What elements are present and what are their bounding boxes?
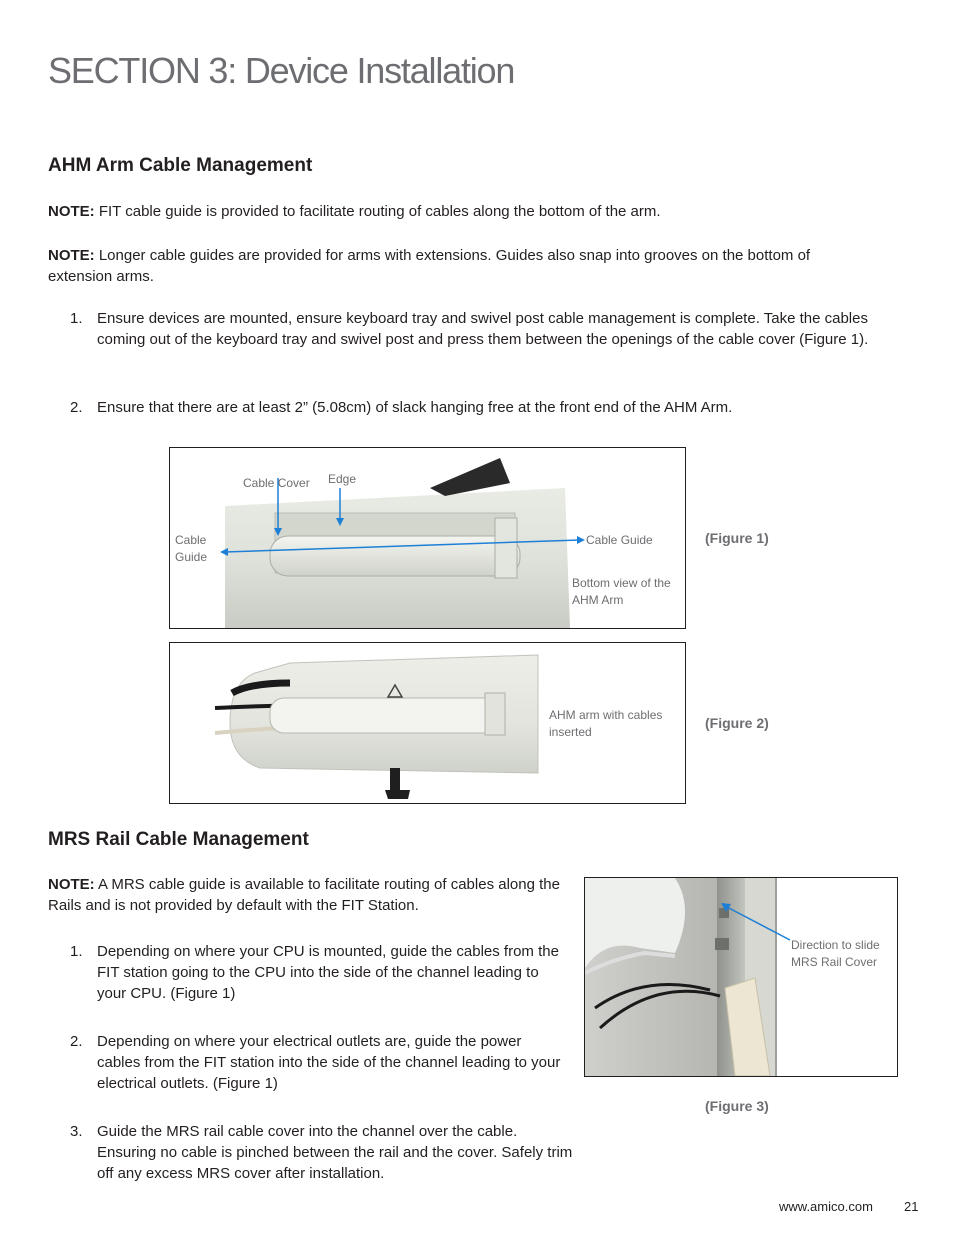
label-cable-guide-right: Cable Guide (586, 533, 653, 547)
figure-2-caption: (Figure 2) (705, 715, 769, 731)
note-text: Longer cable guides are provided for arms with extensions. Guides also snap into grooves on the bottom of extension arms. (48, 247, 811, 285)
step-text: Guide the MRS rail cable cover into the channel over the cable. Ensuring no cable is pinched between the rail and the cover. Safely trim off any excess MRS cover after installation. (97, 1123, 573, 1182)
mrs-step-3 (70, 1121, 580, 1187)
figure-1 (169, 447, 686, 629)
note-label: NOTE: (48, 247, 95, 264)
step-text: Depending on where your electrical outlets are, guide the power cables from the FIT station into the side of the channel leading to your electrical outlets. (Figure 1) (97, 1033, 561, 1092)
note-text: A MRS cable guide is available to facilitate routing of cables along the Rails and is not provided by default with the FIT Station. (48, 876, 560, 914)
note-label: NOTE: (48, 203, 95, 220)
page-number: 21 (904, 1199, 919, 1214)
mrs-note (48, 874, 576, 916)
step-number: 1. (70, 943, 83, 960)
label-direction-to-slide: Direction to slide MRS Rail Cover (791, 938, 880, 969)
label-bottom-view: Bottom view of the AHM Arm (572, 576, 671, 607)
note-text: FIT cable guide is provided to facilitate routing of cables along the bottom of the arm. (94, 203, 661, 220)
footer-url: www.amico.com (779, 1199, 873, 1214)
step-text: Depending on where your CPU is mounted, guide the cables from the FIT station going to the CPU into the side of the channel leading to your CPU. (Figure 1) (97, 943, 559, 1002)
step-number: 2. (70, 1033, 83, 1050)
figure-3-photo (585, 878, 897, 1076)
ahm-step-2 (70, 397, 870, 419)
mrs-step-1 (70, 941, 570, 1007)
figure-3-caption: (Figure 3) (705, 1098, 769, 1114)
figure-2 (169, 642, 686, 804)
ahm-note-2 (48, 245, 878, 287)
figure-1-caption: (Figure 1) (705, 530, 769, 546)
mrs-heading: MRS Rail Cable Management (48, 829, 309, 850)
note-label: NOTE: (48, 876, 95, 893)
label-cables-inserted: AHM arm with cables inserted (549, 708, 663, 739)
step-number: 1. (70, 310, 83, 327)
step-number: 3. (70, 1123, 83, 1140)
step-number: 2. (70, 399, 83, 416)
step-text: Ensure devices are mounted, ensure keyboard tray and swivel post cable management is complete. Take the cables coming out of the keyboard tray and swivel post and press them between the openings of the cable cover (Figure 1). (97, 310, 869, 348)
step-text: Ensure that there are at least 2” (5.08cm) of slack hanging free at the front end of the AHM Arm. (97, 399, 733, 416)
mrs-step-2 (70, 1031, 570, 1097)
ahm-note-1 (48, 201, 878, 222)
label-edge: Edge (328, 472, 357, 486)
ahm-step-1 (70, 308, 870, 374)
ahm-heading: AHM Arm Cable Management (48, 155, 313, 176)
page-title: SECTION 3: Device Installation (48, 50, 515, 91)
figure-3 (584, 877, 898, 1077)
label-cable-cover: Cable Cover (243, 476, 310, 490)
label-cable-guide-left: Cable Guide (175, 533, 208, 564)
